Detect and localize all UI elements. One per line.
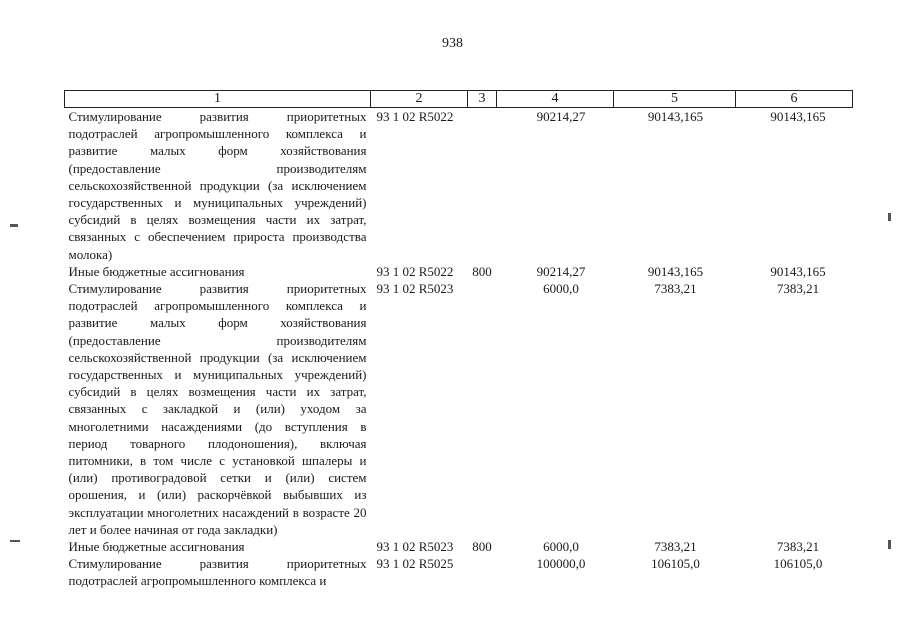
header-col-6: 6 [736,91,853,108]
scan-mark [888,213,891,221]
header-col-5: 5 [614,91,736,108]
row-expense-type [468,108,497,263]
page-number: 938 [442,36,463,51]
row-code: 93 1 02 R5022 [376,109,454,124]
row-name: Стимулирование развития приоритетных подотраслей агропромышленного комплекса и [68,556,367,589]
table-row [65,263,853,280]
scan-mark [888,540,891,549]
row-value-4: 6000,0 [543,281,579,297]
header-col-2: 2 [371,91,468,108]
row-name: Иные бюджетные ассигнования [68,539,245,555]
row-code: 93 1 02 R5025 [376,556,454,572]
table-body [65,108,853,590]
row-code: 93 1 02 R5023 [376,539,454,555]
row-value-4: 90214,27 [536,109,586,124]
header-col-3: 3 [468,91,497,108]
row-name: Иные бюджетные ассигнования [68,263,245,279]
row-code: 93 1 02 R5022 [376,263,454,279]
row-value-6: 106105,0 [773,556,823,572]
row-value-5: 90143,165 [647,263,704,279]
table-row [65,280,853,538]
row-name: Стимулирование развития приоритетных подотраслей агропромышленного комплекса и развитие малых форм хозяйствования (предоставление производителям сельскохозяйственной продукции (за исключением государственных и муниципальных учреждений) субсидий в целях возмещения части их затрат, связанных с обеспечением прироста производства молока) [68,109,367,262]
header-col-4: 4 [497,91,614,108]
row-value-6: 7383,21 [776,539,820,555]
row-value-5: 90143,165 [647,109,704,124]
table-header [65,91,853,108]
row-value-5: 106105,0 [651,556,700,572]
header-col-1: 1 [65,91,371,108]
scan-mark [10,540,20,542]
row-value-6: 90143,165 [770,263,826,279]
row-value-4: 100000,0 [536,556,586,572]
row-expense-type: 800 [472,539,492,555]
row-code: 93 1 02 R5023 [376,281,454,297]
row-value-4: 6000,0 [543,539,579,555]
budget-table [64,90,853,590]
row-value-5: 7383,21 [654,539,697,555]
table-row [65,108,853,263]
row-value-6: 90143,165 [770,109,826,124]
row-expense-type [468,280,497,538]
header-row [65,91,853,108]
row-value-4: 90214,27 [536,263,586,279]
row-value-6: 7383,21 [776,281,820,297]
table-row [65,555,853,589]
row-expense-type: 800 [472,263,492,279]
table-row [65,538,853,555]
row-value-5: 7383,21 [654,281,697,297]
scan-mark [10,224,18,227]
row-expense-type [468,555,497,589]
row-name: Стимулирование развития приоритетных подотраслей агропромышленного комплекса и развитие малых форм хозяйствования (предоставление производителям сельскохозяйственной продукции (за исключением государственных и муниципальных учреждений) субсидий в целях возмещения части их затрат, связанных с закладкой и (или) уходом за многолетними насаждениями (до вступления в период товарного плодоношения), включая питомники, в том числе с установкой шпалеры и (или) противоградовой сетки и (или) систем орошения, и (или) раскорчёвкой выбывших из эксплуатации многолетних насаждений в возрасте 20 лет и более начиная от года закладки) [68,281,367,537]
